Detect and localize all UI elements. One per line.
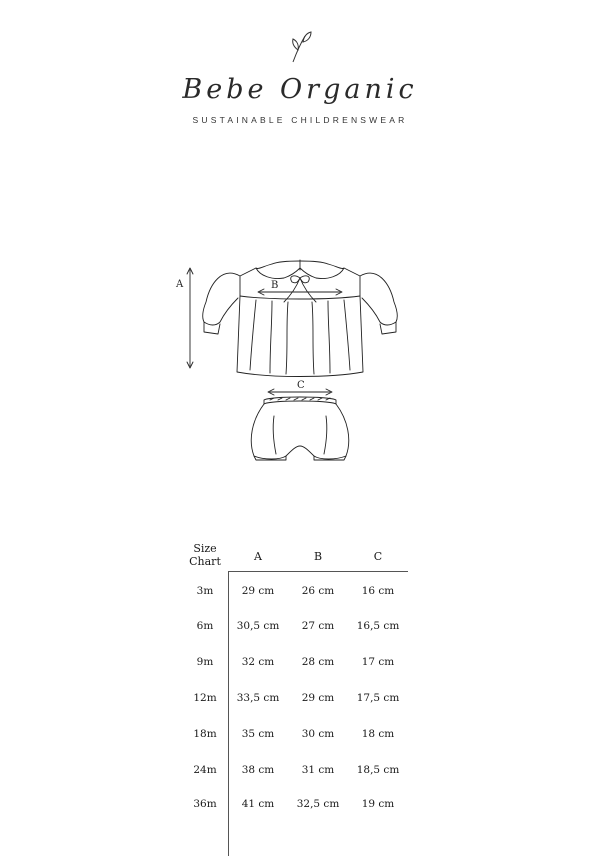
size-cell: 24m — [193, 764, 217, 776]
measurement-b-cell: 32,5 cm — [296, 798, 340, 810]
table-row — [180, 620, 420, 636]
brand-name: Bebe Organic — [182, 74, 418, 105]
measurement-c-cell: 19 cm — [361, 798, 395, 810]
leaf-sprig-icon — [285, 30, 315, 64]
header-divider — [228, 571, 408, 572]
size-cell: 18m — [193, 728, 217, 740]
measurement-a-cell: 35 cm — [241, 728, 275, 740]
size-cell: 3m — [196, 585, 214, 597]
dimension-label-c: C — [297, 380, 305, 391]
brand-tagline: SUSTAINABLE CHILDRENSWEAR — [192, 115, 408, 125]
table-row — [180, 764, 420, 780]
measurement-b-cell: 31 cm — [301, 764, 335, 776]
column-header-c: C — [373, 550, 383, 563]
measurement-a-cell: 38 cm — [241, 764, 275, 776]
measurement-a-cell: 32 cm — [241, 656, 275, 668]
dimension-label-b: B — [271, 280, 279, 291]
table-row — [180, 798, 420, 814]
table-row — [180, 656, 420, 672]
measurement-b-cell: 26 cm — [301, 585, 335, 597]
measurement-b-cell: 28 cm — [301, 656, 335, 668]
measurement-a-cell: 41 cm — [241, 798, 275, 810]
column-header-b: B — [313, 550, 323, 563]
measurement-c-cell: 18 cm — [361, 728, 395, 740]
column-header-a: A — [254, 550, 262, 563]
size-cell: 9m — [196, 656, 214, 668]
size-cell: 36m — [193, 798, 217, 810]
measurement-c-cell: 17 cm — [361, 656, 395, 668]
measurement-b-cell: 29 cm — [301, 692, 335, 704]
measurement-a-cell: 29 cm — [241, 585, 275, 597]
measurement-c-cell: 17,5 cm — [356, 692, 400, 704]
table-row — [180, 692, 420, 708]
measurement-a-cell: 30,5 cm — [236, 620, 280, 632]
measurement-b-cell: 30 cm — [301, 728, 335, 740]
measurement-b-cell: 27 cm — [301, 620, 335, 632]
measurement-c-cell: 16,5 cm — [356, 620, 400, 632]
table-row — [180, 585, 420, 601]
size-cell: 6m — [196, 620, 214, 632]
garment-illustration — [160, 240, 440, 480]
size-cell: 12m — [193, 692, 217, 704]
dimension-label-a: A — [176, 279, 184, 290]
measurement-c-cell: 18,5 cm — [356, 764, 400, 776]
brand-header — [0, 30, 600, 125]
measurement-c-cell: 16 cm — [361, 585, 395, 597]
measurement-a-cell: 33,5 cm — [236, 692, 280, 704]
table-row — [180, 728, 420, 744]
size-chart-corner-label: Size Chart — [189, 542, 221, 568]
